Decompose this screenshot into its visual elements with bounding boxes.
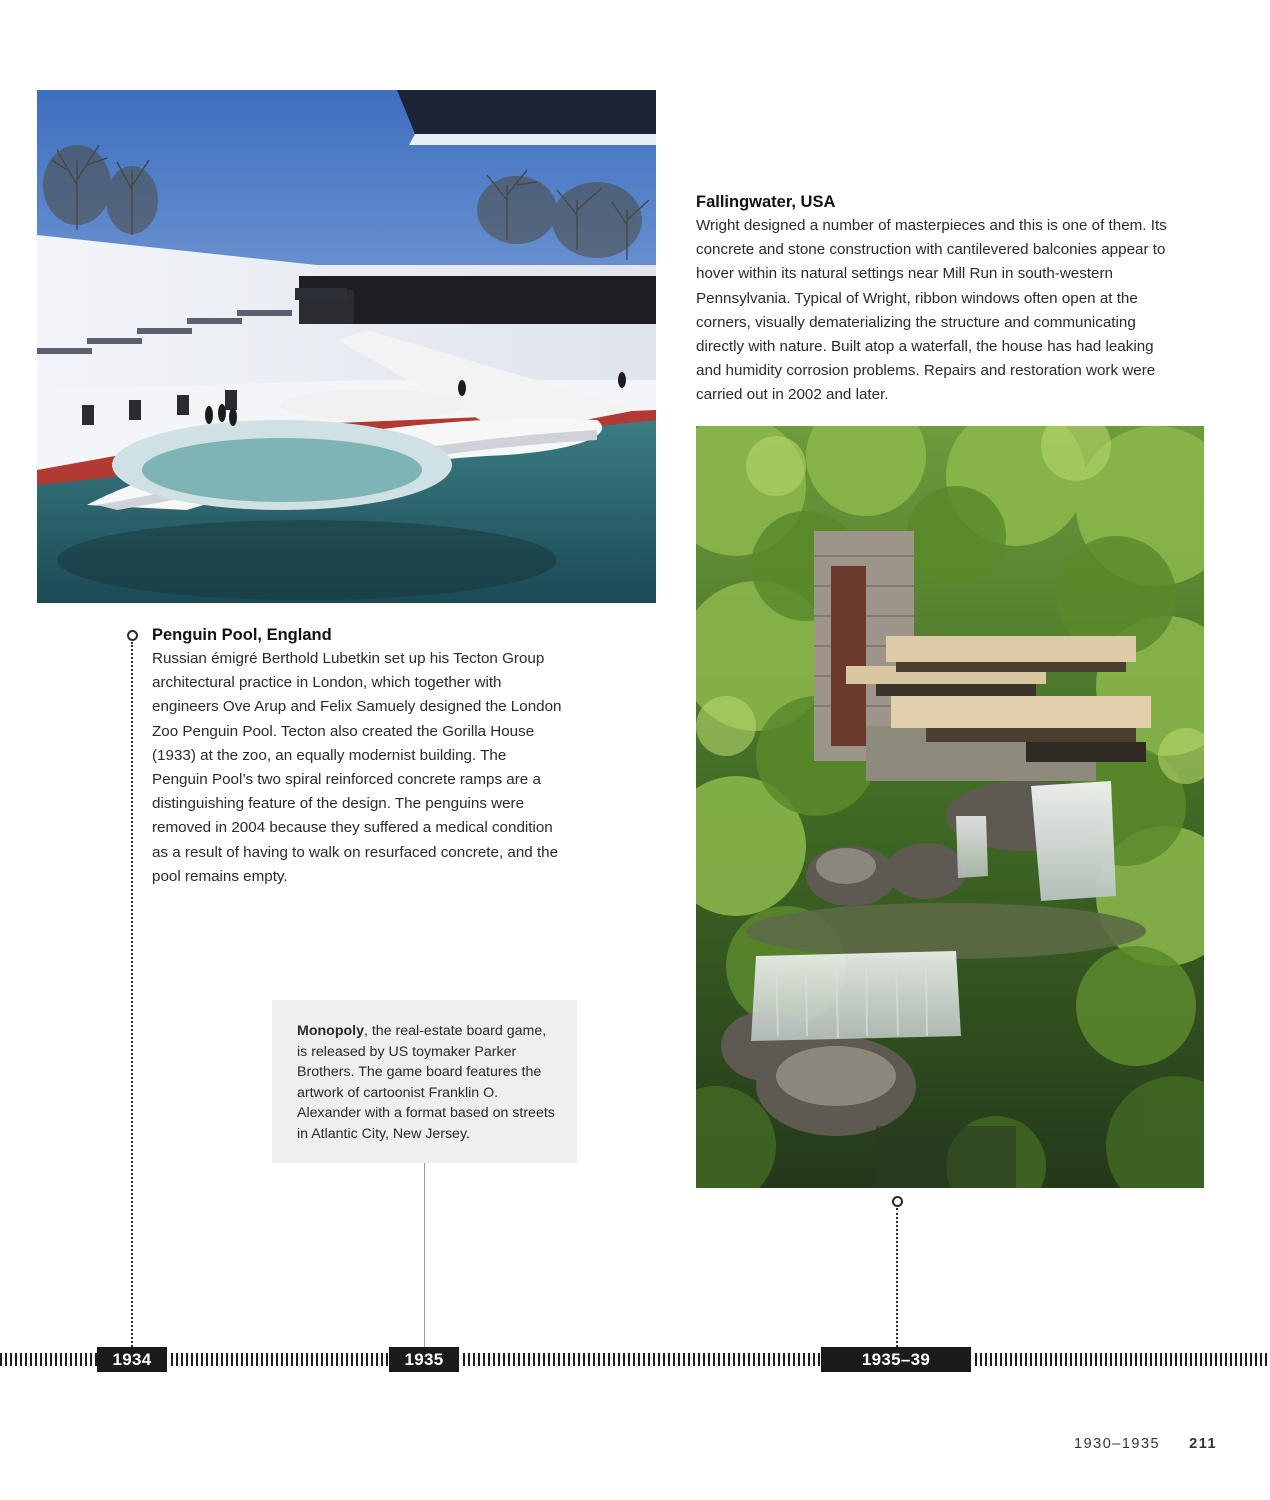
year-label-1934: 1934 <box>97 1347 167 1372</box>
year-label-1935-39: 1935–39 <box>821 1347 971 1372</box>
timeline-ticks-segment <box>463 1353 821 1366</box>
timeline-ticks-segment <box>171 1353 389 1366</box>
fallingwater-body: Wright designed a number of masterpieces and this is one of them. Its concrete and stone construction with cantilevered balconies appear to hover within its natural settings near Mill Run in south-western Pennsylvania. Typical of Wright, ribbon windows often open at the corners, visually dematerializing the structure and communicating directly with nature. Built atop a waterfall, the house has had leaking and humidity corrosion problems. Repairs and restoration work were carried out in 2002 and later. <box>696 217 1167 404</box>
page-number: 211 <box>1189 1436 1218 1452</box>
penguin-pool-entry <box>152 624 562 889</box>
monopoly-sidebar <box>272 1000 577 1163</box>
timeline-ticks-segment <box>975 1353 1270 1366</box>
timeline-connector-1935-39 <box>896 1208 898 1347</box>
timeline-node-1935-39 <box>892 1196 903 1207</box>
fallingwater-entry <box>696 191 1171 408</box>
penguin-pool-heading: Penguin Pool, England <box>152 626 332 644</box>
running-footer <box>1074 1436 1217 1452</box>
monopoly-text <box>297 1021 559 1145</box>
footer-date-range: 1930–1935 <box>1074 1436 1161 1452</box>
timeline-ticks-segment <box>0 1353 97 1366</box>
fallingwater-heading: Fallingwater, USA <box>696 193 836 211</box>
year-label-1935: 1935 <box>389 1347 459 1372</box>
timeline-connector-1934 <box>131 642 133 1347</box>
timeline-connector-1935 <box>424 1163 425 1347</box>
fallingwater-photo <box>696 426 1204 1188</box>
monopoly-title: Monopoly <box>297 1023 364 1039</box>
timeline-node-1934 <box>127 630 138 641</box>
penguin-pool-photo <box>37 90 656 603</box>
monopoly-description: , the real-estate board game, is released by US toymaker Parker Brothers. The game board features the artwork of cartoonist Franklin O. Alexander with a format based on streets in Atlantic City, New Jersey. <box>297 1023 555 1142</box>
penguin-pool-body: Russian émigré Berthold Lubetkin set up his Tecton Group architectural practice in London, which together with engineers Ove Arup and Felix Samuely designed the London Zoo Penguin Pool. Tecton also created the Gorilla House (1933) at the zoo, an equally modernist building. The Penguin Pool’s two spiral reinforced concrete ramps are a distinguishing feature of the design. The penguins were removed in 2004 because they suffered a medical condition as a result of having to walk on resurfaced concrete, and the pool remains empty. <box>152 650 562 885</box>
